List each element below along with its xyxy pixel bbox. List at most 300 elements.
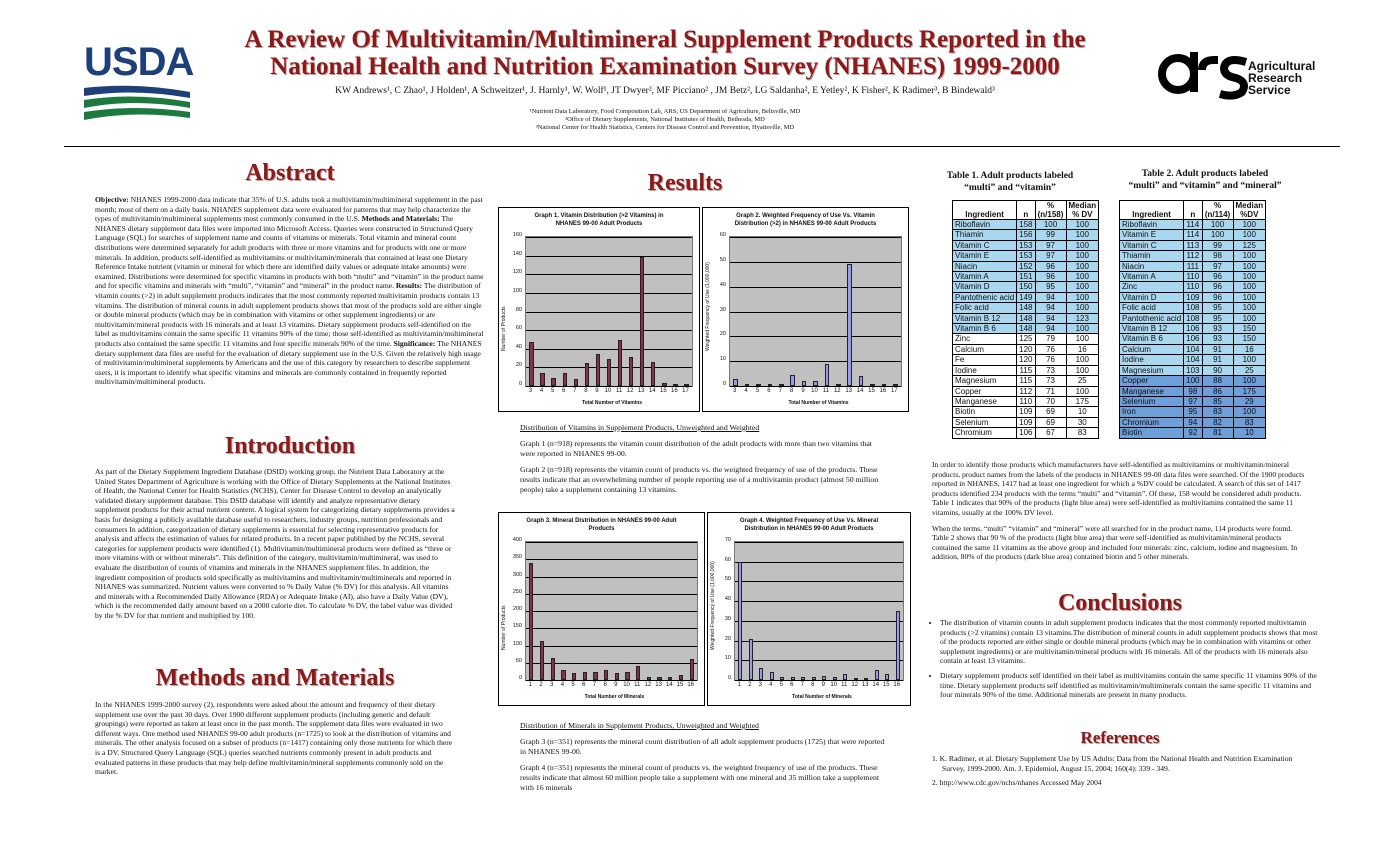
affiliation-3: ³National Center for Health Statistics, Centers for Disease Control and Prevention, Hyattsville, MD <box>535 124 795 131</box>
table-cell: Vitamin A <box>953 272 1017 282</box>
table-row <box>953 303 1099 313</box>
x-tick-label: 8 <box>790 388 794 394</box>
table-cell: 79 <box>1035 334 1066 344</box>
table-cell: Vitamin C <box>1120 240 1184 250</box>
table-cell: Vitamin E <box>1120 230 1184 240</box>
table-cell: Copper <box>953 386 1017 396</box>
abstract-methods: The NHANES dietary supplement data files were imported into Microsoft Access. Queries were constructed in Structured Query Language (SQL) for searches of supplement name and counts of vitamins or minerals. Total vitamin and mineral count distributions were determined separately for adult products with three or more vitamins and for products with one or more minerals. In addition, products self-identified as multivitamins or multivitamin/minerals that contained at least one Dietary Reference Intake nutrient (vitamin or mineral for which there are identified daily values or adequate intake amounts) were examined. Distributions were determined for specific vitamins in products with both “multi” and “vitamin” in the product name and for specific vitamins and minerals with “multi”, “vitamin” and “mineral” in the product name. <box>95 214 484 291</box>
chart-gridline <box>735 581 903 582</box>
chart-gridline <box>735 641 903 642</box>
chart-bar <box>745 384 750 386</box>
chart-title: Graph 4. Weighted Frequency of Use Vs. Mineral Distribution in NHANES 99-00 Adult Products <box>739 518 879 532</box>
y-tick-label: 150 <box>512 623 522 630</box>
graph-3-caption: Graph 3 (n=351) represents the mineral count distribution of all adult supplement products (1725) that were reported in NHANES 99-00. <box>520 737 885 756</box>
table-row <box>953 230 1099 240</box>
y-axis-label: Weighted Frequency of Use (1,000,000) <box>710 561 716 650</box>
x-tick-label: 7 <box>592 682 597 688</box>
chart-bar <box>768 384 773 386</box>
chart-bar <box>585 363 589 386</box>
abstract-significance: The NHANES dietary supplement data files are useful for the evaluation of dietary supplement use in the U.S. Given the relatively high usage of multivitamin/multimineral supplements by Americans and the use of this category by researchers to describe supplement users, it is important to identify what specific vitamins and minerals are commonly contained in frequently reported multivitamin/multimineral products. <box>95 338 482 387</box>
x-tick-label: 3 <box>758 682 762 688</box>
y-tick-label: 50 <box>724 576 731 583</box>
chart-gridline <box>730 336 901 337</box>
table-cell: 100 <box>1233 292 1266 302</box>
table-row <box>1120 272 1266 282</box>
chart-gridline <box>526 680 697 681</box>
table-cell: 71 <box>1035 386 1066 396</box>
chart-gridline <box>526 594 697 595</box>
chart-bar <box>825 364 830 386</box>
chart-gridline <box>735 542 903 543</box>
chart-bar <box>684 384 688 386</box>
table-cell: 100 <box>1066 334 1099 344</box>
table-cell: 110 <box>1017 396 1035 406</box>
methods-heading: Methods and Materials <box>155 665 395 691</box>
chart-plot-area <box>525 541 698 681</box>
x-tick-label: 10 <box>623 682 630 688</box>
table-cell: 83 <box>1233 417 1266 427</box>
table-cell: 93 <box>1202 334 1233 344</box>
ars-line-2: Research <box>1248 71 1303 85</box>
x-tick-label: 11 <box>841 682 848 688</box>
y-tick-label: 60 <box>719 232 726 238</box>
chart-bar <box>822 676 826 680</box>
x-tick-label: 10 <box>811 388 818 394</box>
usda-logo-text: USDA <box>84 40 194 84</box>
table-cell: 83 <box>1066 428 1099 438</box>
x-tick-label: 11 <box>615 388 623 394</box>
table-cell: 95 <box>1035 282 1066 292</box>
table-row <box>1120 324 1266 334</box>
x-tick-label: 16 <box>687 682 694 688</box>
chart-gridline <box>730 262 901 263</box>
x-tick-label: 15 <box>868 388 875 394</box>
table-header-cell: n <box>1184 201 1202 220</box>
chart-bar <box>540 641 544 680</box>
table-header-cell: % (n/158) <box>1035 201 1066 220</box>
table-cell: Vitamin B 12 <box>953 313 1017 323</box>
table-cell: 115 <box>1017 376 1035 386</box>
abstract-objective: NHANES 1999-2000 data indicate that 35% of U.S. adults took a multivitamin/multimineral supplement in the past month; most of them on a daily basis. NHANES supplement data were evaluated for patterns that may help characterize the types of multivitamin/multimineral supplements most commonly consumed in the U.S. <box>95 195 483 224</box>
table-cell: Selenium <box>1120 396 1184 406</box>
chart-bar <box>596 354 600 386</box>
chart-gridline <box>526 349 692 350</box>
y-tick-label: 60 <box>515 325 522 332</box>
chart-bar <box>854 678 858 680</box>
table-cell: 153 <box>1017 251 1035 261</box>
table-row <box>953 220 1099 230</box>
table-cell: Selenium <box>953 417 1017 427</box>
table-row <box>953 344 1099 354</box>
table-cell: 100 <box>1066 365 1099 375</box>
table-cell: 104 <box>1184 344 1202 354</box>
table-cell: 83 <box>1202 407 1233 417</box>
x-tick-label: 14 <box>648 388 656 394</box>
table-cell: 109 <box>1017 407 1035 417</box>
table-header-cell: n <box>1017 201 1035 220</box>
table-cell: 112 <box>1017 386 1035 396</box>
references-heading: References <box>1080 728 1160 747</box>
chart-bar <box>690 659 694 680</box>
table-cell: 148 <box>1017 303 1035 313</box>
chart-bar <box>529 563 533 680</box>
chart-plot-area <box>729 236 902 387</box>
chart-gridline <box>735 660 903 661</box>
chart-bar <box>647 677 651 680</box>
table-row <box>953 251 1099 261</box>
table-row <box>1120 303 1266 313</box>
x-tick-label: 3 <box>733 388 737 394</box>
table-row <box>1120 407 1266 417</box>
table-row <box>953 292 1099 302</box>
table-cell: Riboflavin <box>1120 220 1184 230</box>
table-cell: Pantothenic acid <box>953 292 1017 302</box>
table-1-caption-line-1: Table 1. Adult products labeled <box>946 171 1074 181</box>
table-row <box>1120 365 1266 375</box>
table-cell: 150 <box>1017 282 1035 292</box>
table-cell: 25 <box>1233 365 1266 375</box>
methods-text: In the NHANES 1999-2000 survey (2), respondents were asked about the amount and frequency of their dietary supplement use over the past 30 days. Over 1900 different supplement products (including generic and default groupings) were reported as taken at least once in the past month. The supplement data files were evaluated in two different ways. One method used NHANES 99-00 adult products (n=1725) to look at the distribution of vitamins and minerals. The other analysis focused on a subset of products (n=1417) containing only those nutrients for which there is a DV. Structured Query Language (SQL) queries searched nutrients commonly present in adult products and evaluated patterns in these products that may help define multivitamin/mineral supplements commonly sold on the market. <box>95 700 453 777</box>
chart-bar <box>802 381 807 386</box>
reference-item: 2. http://www.cdc.gov/nchs/nhanes Accessed May 2004 <box>932 778 1102 788</box>
chart-gridline <box>526 237 692 238</box>
chart-bar <box>882 384 887 386</box>
table-cell: 150 <box>1233 334 1266 344</box>
table-row <box>953 365 1099 375</box>
x-tick-label: 6 <box>767 388 771 394</box>
x-tick-label: 14 <box>872 682 880 688</box>
table-cell: 99 <box>1202 240 1233 250</box>
table-cell: 100 <box>1066 282 1099 292</box>
chart-gridline <box>526 646 697 647</box>
chart-bar <box>551 378 555 386</box>
table-cell: 149 <box>1017 292 1035 302</box>
table-cell: Zinc <box>953 334 1017 344</box>
table-cell: 92 <box>1184 428 1202 438</box>
chart-bar <box>640 257 644 386</box>
table-cell: Vitamin B 12 <box>1120 324 1184 334</box>
table-cell: 97 <box>1202 261 1233 271</box>
ars-line-3: Service <box>1248 83 1291 97</box>
conclusions-heading: Conclusions <box>1057 590 1183 616</box>
table-row <box>1120 282 1266 292</box>
mineral-dist-title: Distribution of Minerals in Supplement Products, Unweighted and Weighted <box>520 721 759 730</box>
table-row <box>1120 376 1266 386</box>
table-cell: Thiamin <box>1120 251 1184 261</box>
x-tick-label: 16 <box>879 388 887 394</box>
table-row <box>1120 344 1266 354</box>
chart-gridline <box>735 562 903 563</box>
abstract-heading: Abstract <box>245 160 335 186</box>
table-row <box>953 386 1099 396</box>
chart-gridline <box>526 559 697 560</box>
poster-title <box>200 26 1130 80</box>
chart-gridline <box>735 680 903 681</box>
table-header-cell: Median % DV <box>1066 201 1099 220</box>
chart-bar <box>847 264 852 386</box>
y-tick-label: 40 <box>515 343 522 350</box>
y-tick-label: 0 <box>727 675 731 681</box>
table-cell: 100 <box>1233 313 1266 323</box>
table-cell: 148 <box>1017 324 1035 334</box>
table-cell: 10 <box>1233 428 1266 438</box>
y-tick-label: 30 <box>719 306 726 313</box>
x-tick-label: 15 <box>882 682 890 688</box>
chart-bar <box>738 562 742 680</box>
table-cell: Folic acid <box>1120 303 1184 313</box>
x-tick-label: 2 <box>748 682 752 688</box>
table-header-cell: Ingredient <box>953 201 1017 220</box>
table-cell: 85 <box>1202 396 1233 406</box>
table-row <box>953 376 1099 386</box>
chart-title: Graph 1. Vitamin Distribution (>2 Vitamins) in NHANES 99-00 Adult Products <box>534 213 664 227</box>
y-tick-label: 30 <box>724 615 731 622</box>
table-cell: 100 <box>1066 251 1099 261</box>
chart-bar <box>604 670 608 680</box>
table-header-cell: Median %DV <box>1233 201 1266 220</box>
title-line-1: A Review Of Multivitamin/Multimineral Supplement Products Reported in the <box>244 26 1086 53</box>
chart-bar <box>540 373 544 386</box>
table-cell: 70 <box>1035 396 1066 406</box>
table-row <box>953 334 1099 344</box>
abstract-results: The distribution of vitamin counts (>2) in adult supplement products indicates that the most commonly reported multivitamin products contain 13 vitamins. The distribution of mineral counts in adult supplement products shows that most of the products sold are either single or double mineral products (which may be in combination with vitamins or other supplement ingredients) or are multivitamin/mineral products with 16 minerals and at least 13 vitamins. Dietary supplement products self-identified on the label as multivitamins contain the same specific 11 vitamins 90% of the time; those self-identified as multivitamin/multimineral products also contained the same specific 11 vitamins and four specific minerals 90% of the time. <box>95 281 484 348</box>
x-tick-label: 3 <box>550 682 554 688</box>
table-cell: Vitamin D <box>953 282 1017 292</box>
table-cell: 16 <box>1233 344 1266 354</box>
table-cell: 100 <box>1202 220 1233 230</box>
table-cell: 88 <box>1202 376 1233 386</box>
y-tick-label: 100 <box>512 287 522 294</box>
table-cell: 29 <box>1233 396 1266 406</box>
conclusion-item: • The distribution of vitamin counts in adult supplement products indicates that the most commonly reported multivitamin products (>2 vitamins) contain 13 vitamins.The distribution of mineral counts in adult supplement products shows that most of the products reported are either single or double mineral products (which may be in combination with vitamins or other supplement ingredients) or are multivitamin/mineral products with 16 minerals. All of the products with 16 minerals also contain at least 13 vitamins. <box>940 618 1325 666</box>
table-cell: 100 <box>1066 355 1099 365</box>
table-cell: 86 <box>1202 386 1233 396</box>
table-cell: Vitamin A <box>1120 272 1184 282</box>
table-row <box>1120 313 1266 323</box>
table-cell: Vitamin B 6 <box>953 324 1017 334</box>
table-row <box>1120 355 1266 365</box>
y-tick-label: 120 <box>512 269 522 276</box>
x-tick-label: 1 <box>737 682 741 688</box>
table-cell: 120 <box>1017 344 1035 354</box>
table-cell: Manganese <box>1120 386 1184 396</box>
table-cell: Folic acid <box>953 303 1017 313</box>
x-tick-label: 9 <box>614 682 618 688</box>
chart-bar <box>618 340 622 386</box>
chart-bar <box>790 375 795 386</box>
table-cell: Zinc <box>1120 282 1184 292</box>
table-cell: Chromium <box>1120 417 1184 427</box>
affiliation-1: ¹Nutrient Data Laboratory, Food Composition Lab, ARS, US Department of Agriculture, Beltsville, MD <box>529 108 801 115</box>
x-tick-label: 8 <box>584 388 588 394</box>
table-cell: 91 <box>1202 344 1233 354</box>
table-cell: Fe <box>953 355 1017 365</box>
y-tick-label: 80 <box>515 306 522 313</box>
y-tick-label: 60 <box>724 556 731 563</box>
table-cell: 120 <box>1017 355 1035 365</box>
chart-plot-area <box>525 236 693 387</box>
table-cell: 100 <box>1233 376 1266 386</box>
chart-bar <box>885 674 889 680</box>
x-tick-label: 15 <box>659 388 667 394</box>
x-tick-label: 14 <box>665 682 673 688</box>
x-tick-label: 4 <box>744 388 748 394</box>
table-cell: 98 <box>1202 251 1233 261</box>
table-cell: 112 <box>1184 251 1202 261</box>
x-tick-label: 13 <box>655 682 662 688</box>
x-tick-label: 1 <box>528 682 533 688</box>
table-cell: 114 <box>1184 220 1202 230</box>
x-axis-label: Total Number of Vitamins <box>581 400 643 406</box>
y-axis-label: Number of Products <box>501 605 507 650</box>
table-cell: 76 <box>1035 355 1066 365</box>
table-cell: 67 <box>1035 428 1066 438</box>
graph-2 <box>702 207 909 412</box>
table-cell: 25 <box>1066 376 1099 386</box>
chart-bar <box>864 678 868 680</box>
table-cell: Iodine <box>953 365 1017 375</box>
table-cell: 113 <box>1184 240 1202 250</box>
table-cell: Riboflavin <box>953 220 1017 230</box>
table-2-caption <box>1110 168 1300 192</box>
table-cell: 96 <box>1035 272 1066 282</box>
table-cell: 96 <box>1035 261 1066 271</box>
table-cell: 100 <box>1233 220 1266 230</box>
table-cell: 81 <box>1202 428 1233 438</box>
ars-logo-mark <box>1158 42 1248 102</box>
x-tick-label: 10 <box>830 682 838 688</box>
x-tick-label: 4 <box>539 388 544 394</box>
table-cell: Chromium <box>953 428 1017 438</box>
y-tick-label: 10 <box>719 356 726 363</box>
reference-item: 1. K. Radimer, et al. Dietary Supplement Use by US Adults: Data from the National Health and Nutrition Examination Survey, 1999-2000. Am. J. Epidemiol, August 15, 2004; 160(4): 339 - 349. <box>932 754 1293 773</box>
table-row <box>1120 386 1266 396</box>
affiliations <box>200 108 1130 132</box>
table-cell: 94 <box>1035 303 1066 313</box>
introduction-text: As part of the Dietary Supplement Ingredient Database (DSID) working group, the Nutrient Data Laboratory at the United States Department of Agriculture is working with the Office of Dietary Supplements at the National Institutes of Health, the National Center for Health Statistics (NCHS), Center for Disease Control to develop an analytically validated dietary supplement database. This DSID database will identify and analyze representative dietary supplement products for their actual nutrient content. A logical system for categorizing dietary supplements provides a basis for designing a publicly available database useful to researchers, industry groups, nutrition professionals and consumers In addition, categorization of dietary supplements is essential for selecting representative products for analysis and affects the estimation of values for related products. In a recent paper published by the NCHS, several categories for supplement products were identified (1). Multivitamin/multimineral products were defined as “three or more vitamins with or without minerals”. This definition of the category, multivitamin/multimineral, was used to evaluate the distribution of counts of vitamins and minerals in the NHANES supplement files. In addition, the ingredient composition of products sold specifically as multivitamins and multivitamin/multiminerals and reported in NHANES was summarized. Nutrient values were converted to % Daily Value (% DV) for this analysis. All vitamins and minerals with a Recommended Daily Allowance (RDA) or Adequate Intake (AI), also have a Daily Value (DV), which is the recommended daily amount based on a 2000 calorie diet. To calculate % DV, the label value was divided by the % DV for that nutrient and multiplied by 100. <box>95 467 455 620</box>
chart-gridline <box>730 312 901 313</box>
y-tick-label: 20 <box>719 331 726 338</box>
table-row <box>953 428 1099 438</box>
table-cell: 108 <box>1184 303 1202 313</box>
conclusions-list <box>925 618 1325 705</box>
table-row <box>953 240 1099 250</box>
x-tick-label: 4 <box>769 682 773 688</box>
chart-gridline <box>526 611 697 612</box>
table-row <box>1120 428 1266 438</box>
table-cell: 104 <box>1184 355 1202 365</box>
table-row <box>953 282 1099 292</box>
table-cell: 97 <box>1035 240 1066 250</box>
chart-bar <box>770 672 774 680</box>
table-cell: 148 <box>1017 313 1035 323</box>
table-cell: 110 <box>1184 272 1202 282</box>
table-cell: 153 <box>1017 240 1035 250</box>
chart-gridline <box>526 256 692 257</box>
x-tick-label: 5 <box>779 682 783 688</box>
table-cell: Copper <box>1120 376 1184 386</box>
x-tick-label: 5 <box>571 682 575 688</box>
table-cell: 109 <box>1184 292 1202 302</box>
x-tick-label: 3 <box>528 388 533 394</box>
y-tick-label: 50 <box>719 256 726 263</box>
x-tick-label: 4 <box>560 682 565 688</box>
y-tick-label: 70 <box>724 537 731 543</box>
table-cell: 100 <box>1233 261 1266 271</box>
table-cell: 90 <box>1202 365 1233 375</box>
table-row <box>1120 334 1266 344</box>
table-cell: 100 <box>1233 230 1266 240</box>
chart-gridline <box>735 601 903 602</box>
table-cell: 110 <box>1184 282 1202 292</box>
table-cell: 76 <box>1035 344 1066 354</box>
x-tick-label: 14 <box>856 388 864 394</box>
x-tick-label: 9 <box>821 682 825 688</box>
chart-bar <box>733 379 738 386</box>
graph-1 <box>498 207 700 412</box>
chart-gridline <box>526 274 692 275</box>
x-tick-label: 13 <box>845 388 853 394</box>
table-cell: 100 <box>1066 324 1099 334</box>
y-tick-label: 40 <box>724 596 731 603</box>
table-cell: Magnesium <box>953 376 1017 386</box>
table-1 <box>952 200 1099 439</box>
table-cell: Calcium <box>1120 344 1184 354</box>
methods-label: Methods and Materials: <box>361 214 440 224</box>
objective-label: Objective: <box>95 195 129 204</box>
table-row <box>1120 292 1266 302</box>
table-cell: 94 <box>1035 292 1066 302</box>
chart-gridline <box>526 386 692 387</box>
conclusion-item: • Dietary supplement products self identified on their label as multivitamins contain the same specific 11 vitamins 90% of the time. Dietary supplement products self identified as multivitamin/multiminerals contain the same specific 11 vitamins and four minerals 90% of the time. Additional minerals are present in many products. <box>940 671 1325 700</box>
chart-bar <box>529 342 533 386</box>
chart-bar <box>629 357 633 386</box>
table-cell: 69 <box>1035 407 1066 417</box>
x-tick-label: 5 <box>550 388 555 394</box>
table-cell: 151 <box>1017 272 1035 282</box>
table-header-cell: Ingredient <box>1120 201 1184 220</box>
x-tick-label: 13 <box>861 682 869 688</box>
x-tick-label: 7 <box>573 388 577 394</box>
chart-bar <box>572 673 576 680</box>
chart-gridline <box>730 237 901 238</box>
table-cell: 94 <box>1184 417 1202 427</box>
chart-gridline <box>526 293 692 294</box>
table-row <box>1120 251 1266 261</box>
usda-logo <box>84 40 194 120</box>
table-cell: Niacin <box>953 261 1017 271</box>
chart-gridline <box>526 330 692 331</box>
chart-bar <box>625 672 629 680</box>
x-tick-label: 9 <box>595 388 599 394</box>
y-tick-label: 350 <box>512 554 522 561</box>
table-cell: 95 <box>1202 313 1233 323</box>
affiliation-2: ²Office of Dietary Supplements, National Institutes of Health, Bethesda, MD <box>565 116 765 123</box>
table-cell: 100 <box>1066 292 1099 302</box>
chart-bar <box>759 668 763 680</box>
table-cell: 69 <box>1035 417 1066 427</box>
table-cell: 97 <box>1184 396 1202 406</box>
table-1-caption-line-2: “multi” and “vitamin” <box>964 183 1056 193</box>
table-cell: 98 <box>1184 386 1202 396</box>
table-cell: 123 <box>1066 313 1099 323</box>
chart-bar <box>812 677 816 680</box>
y-tick-label: 100 <box>512 640 522 647</box>
table-row <box>953 417 1099 427</box>
references-list <box>932 754 1308 788</box>
table-cell: 175 <box>1233 386 1266 396</box>
x-tick-label: 6 <box>790 682 794 688</box>
